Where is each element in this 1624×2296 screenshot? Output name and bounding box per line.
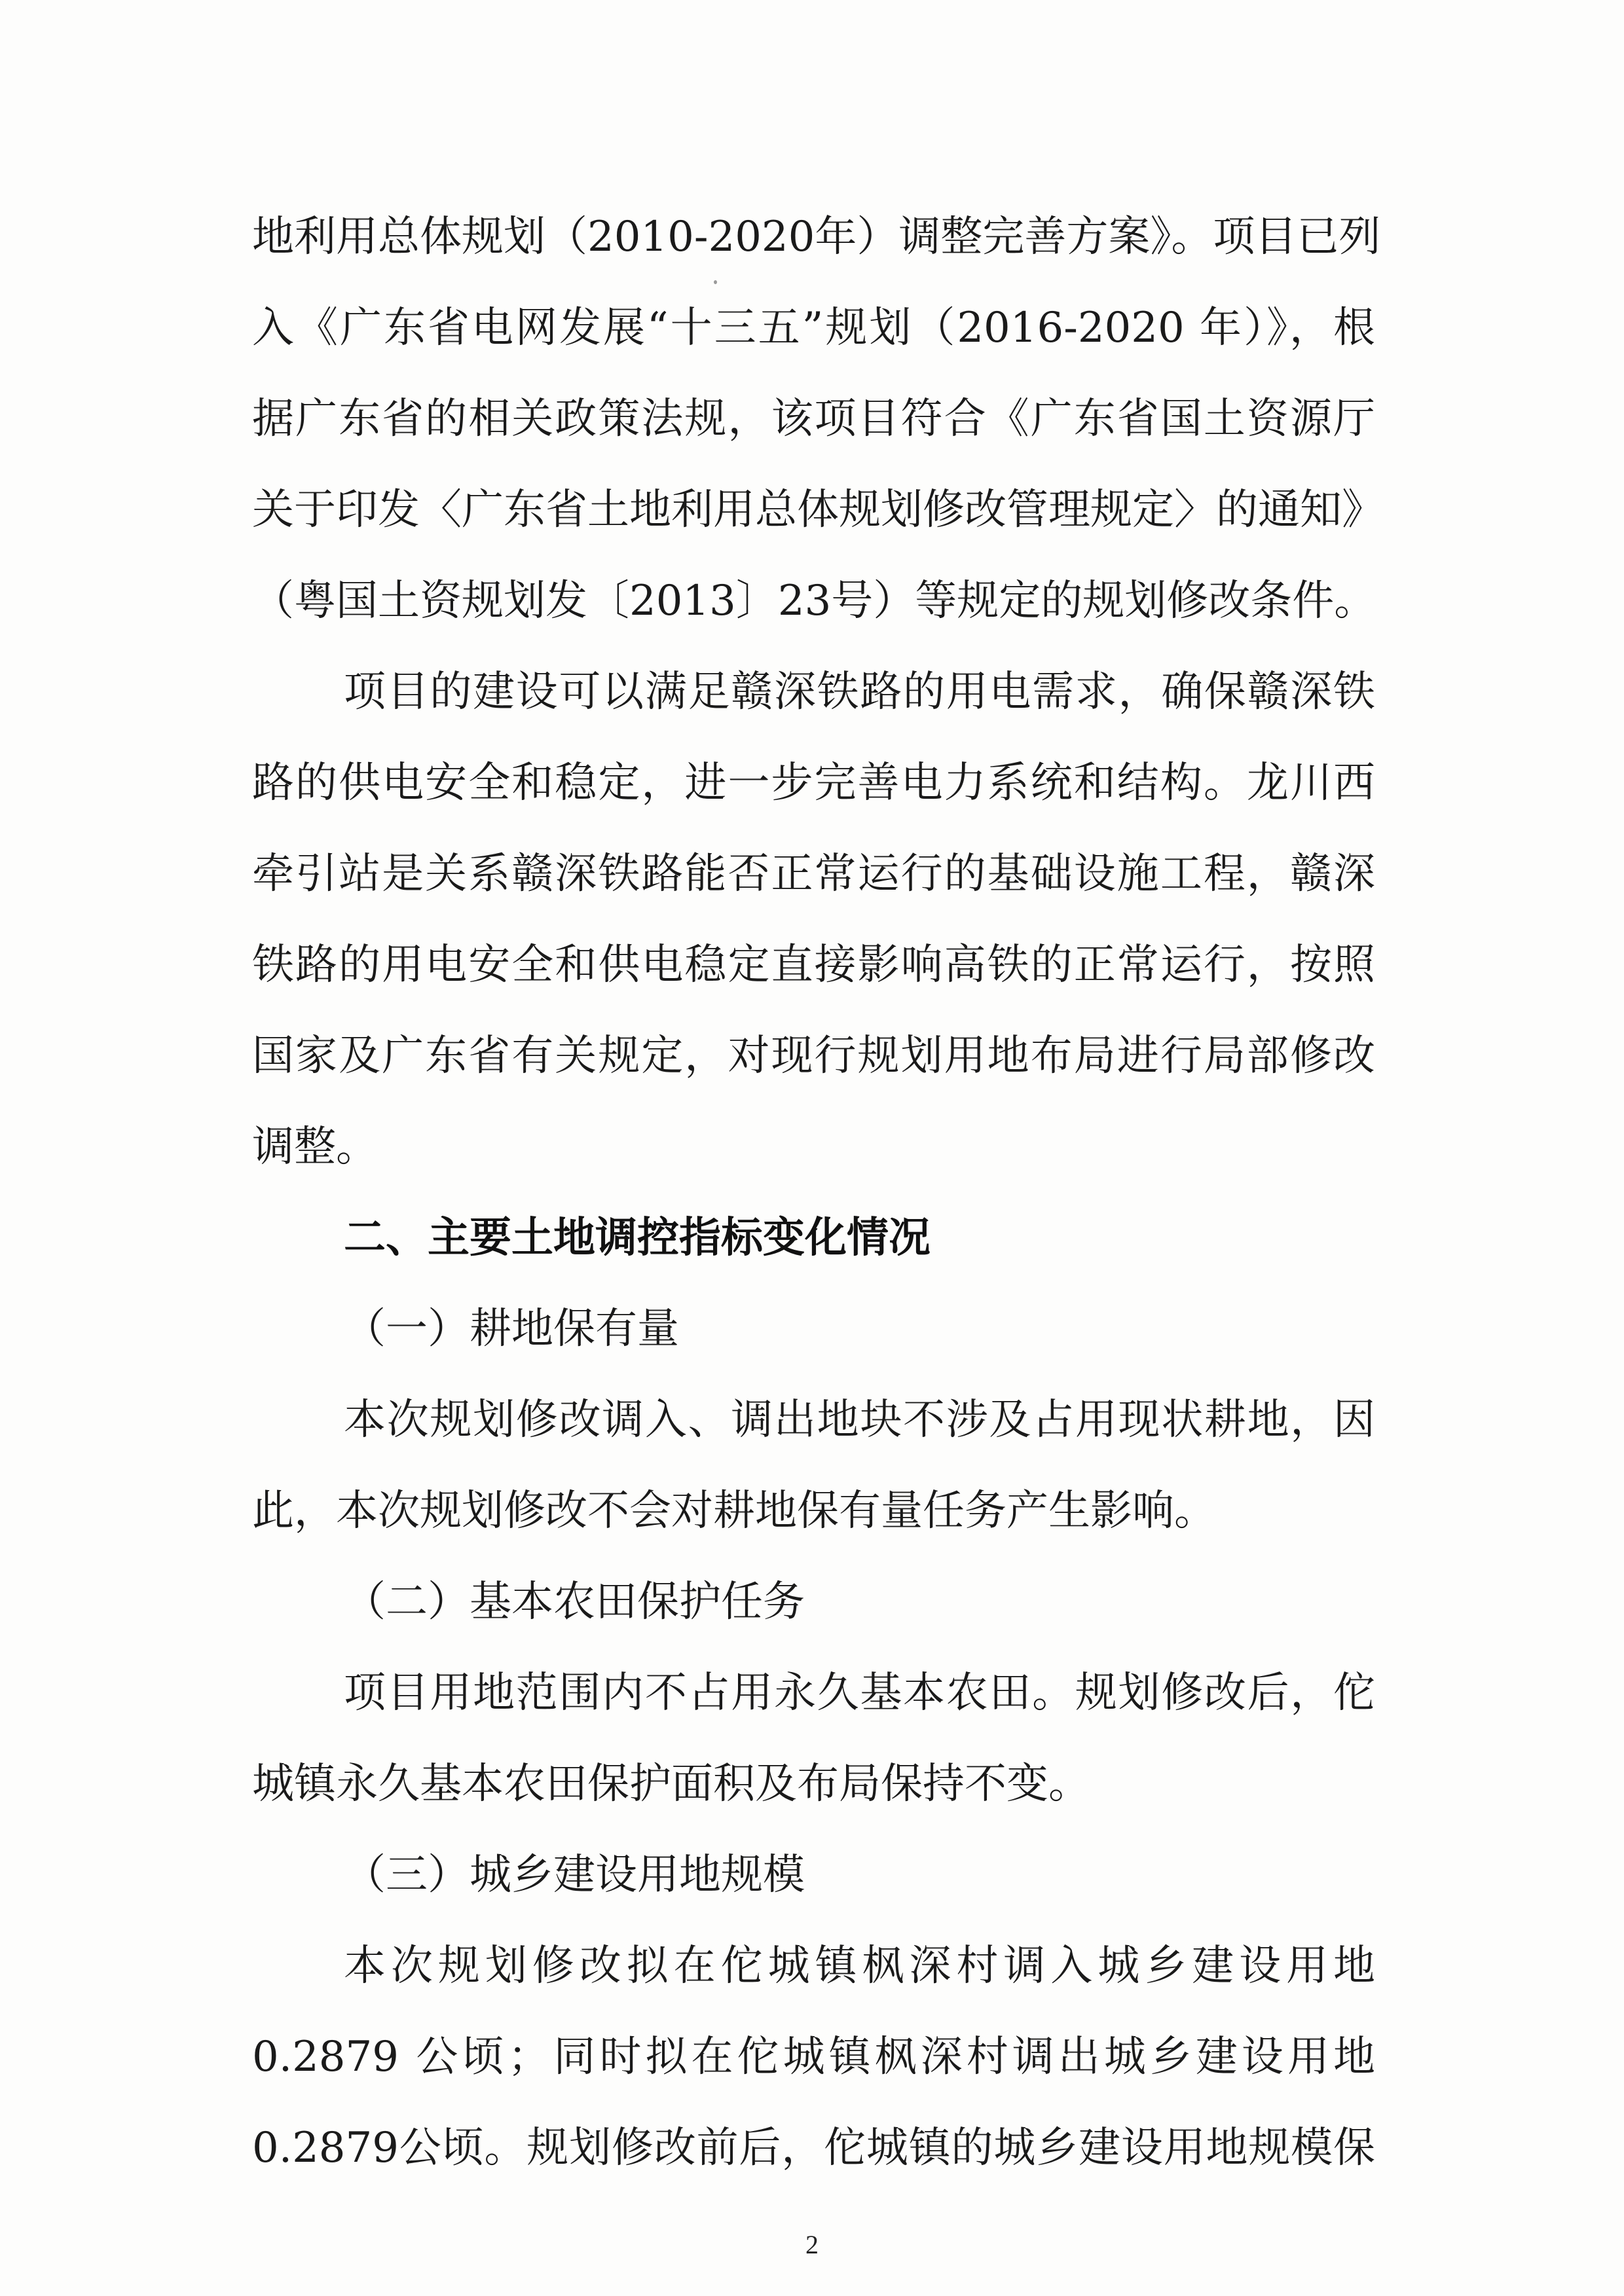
- paragraph-line: 牵引站是关系赣深铁路能否正常运行的基础设施工程，赣深: [252, 850, 1375, 898]
- paragraph-line: 此，本次规划修改不会对耕地保有量任务产生影响。: [252, 1487, 1216, 1535]
- subsection-heading: （二）基本农田保护任务: [344, 1578, 805, 1626]
- paragraph-line: 本次规划修改调入、调出地块不涉及占用现状耕地，因: [344, 1396, 1375, 1444]
- paragraph-line: （粤国土资规划发〔2013〕23号）等规定的规划修改条件。: [252, 577, 1376, 625]
- subsection-heading: （三）城乡建设用地规模: [344, 1851, 805, 1899]
- paragraph-line: 关于印发〈广东省土地利用总体规划修改管理规定〉的通知》: [252, 486, 1384, 534]
- paragraph-line: 项目的建设可以满足赣深铁路的用电需求，确保赣深铁: [344, 668, 1375, 716]
- paragraph-line: 入《广东省电网发展“十三五”规划（2016-2020 年）》，根: [252, 304, 1375, 352]
- paragraph-line: 调整。: [252, 1123, 378, 1171]
- section-heading: 二、主要土地调控指标变化情况: [344, 1214, 931, 1262]
- paragraph-line: 地利用总体规划（2010-2020年）调整完善方案》。项目已列: [252, 213, 1381, 261]
- paragraph-line: 0.2879 公顷；同时拟在佗城镇枫深村调出城乡建设用地: [252, 2033, 1375, 2081]
- paragraph-line: 国家及广东省有关规定，对现行规划用地布局进行局部修改: [252, 1032, 1375, 1080]
- paragraph-line: 本次规划修改拟在佗城镇枫深村调入城乡建设用地: [344, 1942, 1375, 1990]
- page-number: 2: [805, 2230, 819, 2259]
- paragraph-line: 铁路的用电安全和供电稳定直接影响高铁的正常运行，按照: [252, 941, 1375, 989]
- paragraph-line: 0.2879公顷。规划修改前后，佗城镇的城乡建设用地规模保: [252, 2124, 1375, 2172]
- paragraph-line: 据广东省的相关政策法规，该项目符合《广东省国土资源厅: [252, 395, 1375, 443]
- paragraph-line: 路的供电安全和稳定，进一步完善电力系统和结构。龙川西: [252, 759, 1375, 807]
- scan-speck: [714, 280, 717, 284]
- paragraph-line: 城镇永久基本农田保护面积及布局保持不变。: [252, 1760, 1090, 1808]
- subsection-heading: （一）耕地保有量: [344, 1305, 679, 1353]
- paragraph-line: 项目用地范围内不占用永久基本农田。规划修改后，佗: [344, 1669, 1375, 1717]
